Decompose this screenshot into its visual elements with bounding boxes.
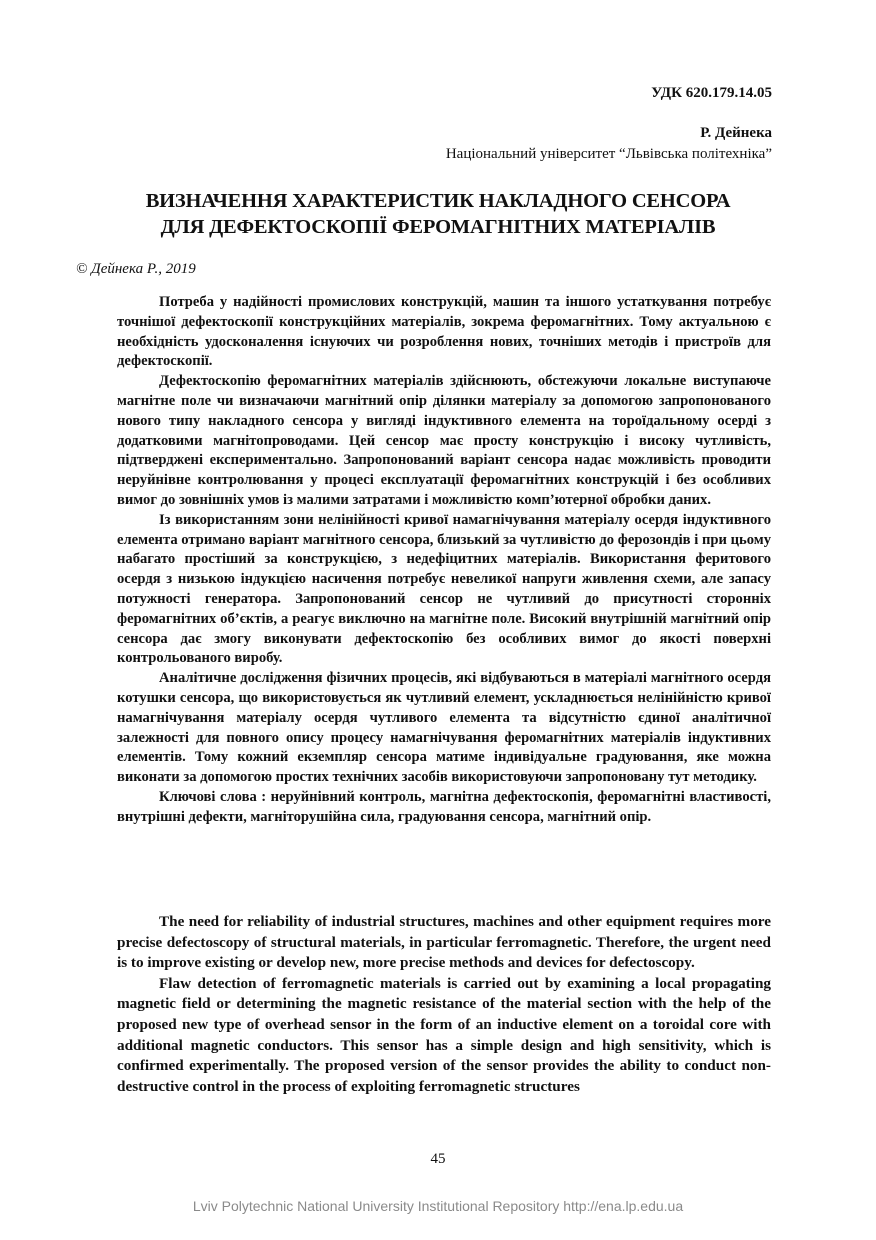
title-line-1: ВИЗНАЧЕННЯ ХАРАКТЕРИСТИК НАКЛАДНОГО СЕНСОРА bbox=[145, 190, 731, 212]
abstract-paragraph: Із використанням зони нелінійності кривої намагнічування матеріалу осердя індуктивного елемента отримано варіант магнітного сенсора, близький за чутливістю до ферозондів і при цьому набагато простіший за конструкцією, з недефіцитних матеріалів. Використання феритового осердя з низькою індукцією насичення потребує невеликої напруги живлення схеми, але запасу потужності генератора. Запропонований сенсор не чутливий до присутності сторонніх феромагнітних об’єктів, а реагує виключно на магнітне поле. Високий внутрішній магнітний опір сенсора дає змогу виконувати дефектоскопію без особливих вимог до якості поверхні контрольованого виробу. bbox=[117, 511, 771, 667]
keywords-paragraph: Ключові слова : неруйнівний контроль, магнітна дефектоскопія, феромагнітні властивості, внутрішні дефекти, магніторушійна сила, градуювання сенсора, магнітний опір. bbox=[117, 788, 771, 825]
paper-title bbox=[60, 188, 816, 240]
abstract-paragraph: Потреба у надійності промислових конструкцій, машин та іншого устаткування потребує точнішої дефектоскопії конструкційних матеріалів, зокрема феромагнітних. Тому актуальною є необхідність удосконалення існуючих чи розроблення нових, точніших методів і пристроїв для дефектоскопії. bbox=[117, 294, 771, 370]
abstract-paragraph: The need for reliability of industrial structures, machines and other equipment requires more precise defectoscopy of structural materials, in particular ferromagnetic. Therefore, the urgent need is to improve existing or develop new, more precise methods and devices for defectoscopy. bbox=[117, 913, 771, 972]
copyright-line: © Дейнека Р., 2019 bbox=[76, 261, 196, 277]
abstract-ukrainian bbox=[117, 293, 771, 828]
page-number: 45 bbox=[430, 1151, 446, 1167]
abstract-english bbox=[117, 912, 771, 1097]
author-name: Р. Дейнека bbox=[700, 125, 772, 141]
udk-code: УДК 620.179.14.05 bbox=[651, 85, 772, 101]
author-affiliation: Національний університет “Львівська політехніка” bbox=[445, 146, 772, 162]
repository-footer: Lviv Polytechnic National University Institutional Repository http://ena.lp.edu.ua bbox=[192, 1198, 684, 1214]
abstract-paragraph: Дефектоскопію феромагнітних матеріалів здійснюють, обстежуючи локальне виступаюче магнітне поле чи визначаючи магнітний опір ділянки матеріалу за допомогою запропонованого нового типу накладного сенсора у вигляді індуктивного елемента на тороїдальному осерді з додатковими магнітопроводами. Цей сенсор має просту конструкцію і високу чутливість, підтверджені експериментально. Запропонований варіант сенсора надає можливість проводити неруйнівне контролювання у процесі експлуатації феромагнітних конструкцій і без особливих вимог до зовнішніх умов із малими затратами і можливістю комп’ютерної обробки даних. bbox=[117, 373, 771, 508]
abstract-paragraph: Flaw detection of ferromagnetic materials is carried out by examining a local propagating magnetic field or determining the magnetic resistance of the material section with the help of the proposed new type of overhead sensor in the form of an inductive element on a toroidal core with additional magnetic conductors. This sensor has a simple design and high sensitivity, which is confirmed experimentally. The proposed version of the sensor provides the ability to conduct non-destructive control in the process of exploiting ferromagnetic structures bbox=[117, 974, 771, 1095]
title-line-2: ДЛЯ ДЕФЕКТОСКОПІЇ ФЕРОМАГНІТНИХ МАТЕРІАЛІВ bbox=[160, 216, 716, 238]
abstract-paragraph: Аналітичне дослідження фізичних процесів, які відбуваються в матеріалі магнітного осердя котушки сенсора, що використовується як чутливий елемент, ускладнюється нелінійністю кривої намагнічування матеріалу осердя чутливого елемента та відсутністю єдиної аналітичної залежності для повного опису процесу намагнічування феромагнітних матеріалів індуктивних елементів. Тому кожний екземпляр сенсора матиме індивідуальне градуювання, яке можна виконати за допомогою простих технічних засобів використовуючи запропоновану тут методику. bbox=[117, 670, 771, 786]
